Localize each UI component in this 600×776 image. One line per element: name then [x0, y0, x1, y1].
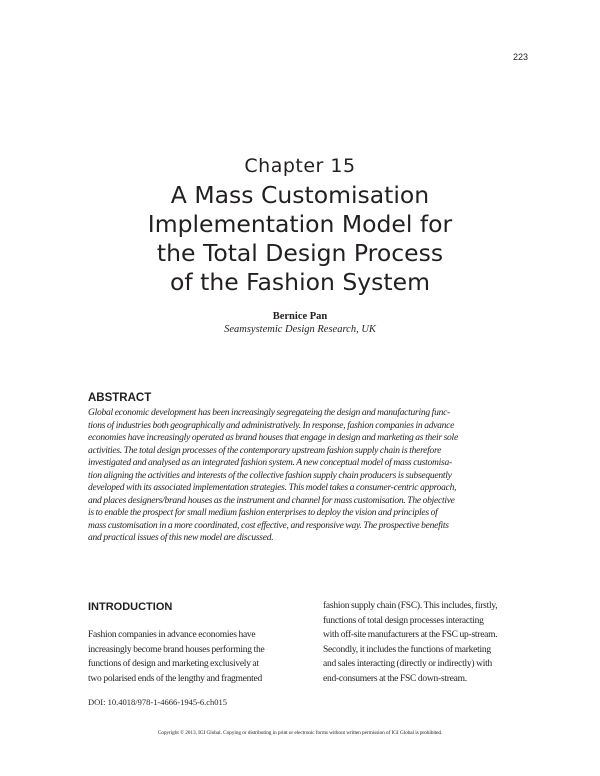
- body-line: two polarised ends of the lengthy and fragmented: [88, 673, 262, 684]
- abstract-line: is to enable the prospect for small medium fashion enterprises to deploy the vision and principles of: [88, 508, 438, 519]
- doi-line: DOI: 10.4018/978-1-4666-1945-6.ch015: [88, 697, 228, 707]
- chapter-title: [0, 181, 600, 297]
- author-affiliation: Seamsystemic Design Research, UK: [224, 324, 376, 335]
- title-line: the Total Design Process: [156, 239, 444, 267]
- body-line: fashion supply chain (FSC). This includes, firstly,: [323, 601, 498, 611]
- abstract-line: mass customisation in a more coordinated, cost effective, and responsive way. The prospective benefits: [88, 520, 449, 531]
- introduction-left-column: [88, 628, 300, 686]
- body-line: Fashion companies in advance economies have: [88, 630, 256, 640]
- introduction-heading: INTRODUCTION: [88, 601, 173, 613]
- page-number: 223: [512, 52, 528, 62]
- abstract-line: and practical issues of this new model are discussed.: [88, 533, 274, 544]
- abstract-heading: ABSTRACT: [88, 392, 152, 404]
- abstract-line: tion aligning the activities and interests of the collective fashion supply chain producers is subsequently: [88, 470, 452, 481]
- abstract-line: tions of industries both geographically and administratively. In response, fashion companies in advance: [88, 420, 455, 431]
- abstract-line: activities. The total design processes of the contemporary upstream fashion supply chain is therefore: [88, 445, 442, 456]
- abstract-line: Global economic development has been increasingly segregateing the design and manufacturing func-: [88, 408, 450, 418]
- body-line: functions of total design processes interacting: [323, 615, 484, 626]
- abstract-line: developed with its associated implementation strategies. This model takes a consumer-centric approach,: [88, 483, 457, 494]
- title-line: Implementation Model for: [147, 210, 453, 238]
- chapter-label: Chapter 15: [244, 155, 356, 177]
- introduction-right-column: [323, 599, 535, 687]
- author-name: Bernice Pan: [272, 311, 328, 322]
- body-line: and sales interacting (directly or indirectly) with: [323, 659, 493, 670]
- abstract-body: [88, 407, 528, 545]
- title-line: of the Fashion System: [170, 268, 430, 296]
- body-line: with off-site manufacturers at the FSC up-stream.: [323, 630, 498, 641]
- body-line: functions of design and marketing exclusively at: [88, 659, 259, 670]
- body-line: Secondly, it includes the functions of marketing: [323, 644, 491, 655]
- copyright-notice: Copyright © 2013, IGI Global. Copying or distributing in print or electronic forms without written permission of IGI Global is prohibited.: [157, 730, 443, 736]
- abstract-line: economies have increasingly operated as brand houses that engage in design and marketing as their sole: [88, 433, 458, 444]
- abstract-line: investigated and analysed as an integrated fashion system. A new conceptual model of mass customisa-: [88, 458, 452, 469]
- abstract-line: and places designers/brand houses as the instrument and channel for mass customisation. The objective: [88, 495, 455, 506]
- body-line: end-consumers at the FSC down-stream.: [323, 673, 467, 684]
- title-line: A Mass Customisation: [170, 181, 430, 209]
- body-line: increasingly become brand houses performing the: [88, 644, 265, 655]
